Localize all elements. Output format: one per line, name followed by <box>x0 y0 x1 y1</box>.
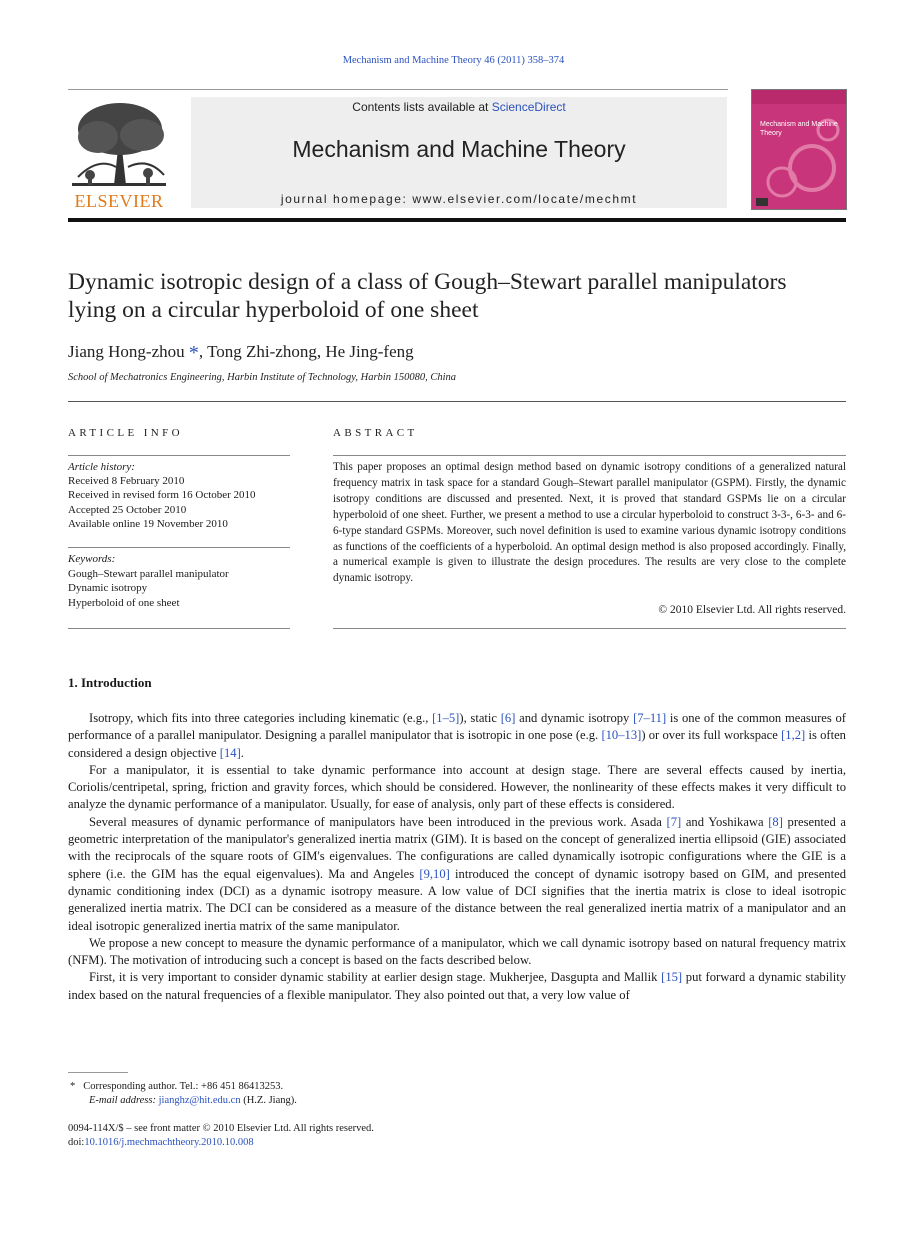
elsevier-wordmark: ELSEVIER <box>74 191 164 211</box>
journal-cover-image <box>751 89 847 210</box>
text-run: and Yoshikawa <box>681 814 769 829</box>
footnote-divider <box>68 1072 128 1073</box>
issn-line: 0094-114X/$ – see front matter © 2010 Elsevier Ltd. All rights reserved. <box>68 1123 374 1134</box>
text-run: Isotropy, which fits into three categories including kinematic (e.g., <box>89 711 433 725</box>
text-run: put forward a dynamic stability index based on the natural frequencies of a flexible manipulator. They also pointed out that, a very low value of <box>68 970 846 1002</box>
footnote-email <box>89 1095 297 1106</box>
footnote-star: * <box>70 1081 76 1092</box>
keywords-divider <box>68 547 290 548</box>
text-run: First, it is very important to consider dynamic stability at earlier design stage. Mukherjee, Dasgupta and Mallik <box>89 970 662 985</box>
text-run: is often considered a design objective <box>68 728 846 760</box>
article-history <box>68 460 290 531</box>
doi-line <box>68 1137 254 1148</box>
text-run: introduced the concept of dynamic isotropy based on GIM, and presented dynamic conditioning index (DCI) as a dynamic isotropy measure. A low value of DCI signifies that the inertia matrix is close to ideal isotropic generalized inertia matrix. The DCI can be considered as a measure of the distance between the real generalized inertia matrix of a manipulator and an ideal isotropic generalized inertia matrix of the same manipulator. <box>68 866 846 933</box>
abstract-bottom-rule <box>333 628 846 629</box>
abstract-text: This paper proposes an optimal design method based on dynamic isotropy conditions of a generalized natural frequency matrix in task space for a standard Gough–Stewart parallel manipulator (GSPM). Firstly, the dynamic isotropy conditions are discussed and presented. Next, it is proved that standard GSPMs lie on a circular hyperboloid of one sheet. Further, we present a method to use a circular hyperboloid to construct 3-3-, 6-3- and 6-6-type standard GSPMs. Moreover, such novel definition is used to examine various dynamic isotropy conditions as functions of the coefficients of a hyperboloid. An optimal design method is also proposed accordingly. Finally, a numerical example is given to illustrate the design procedures. The results are very close to the complete dynamic isotropy. <box>333 461 846 585</box>
article-title <box>68 268 858 324</box>
paragraph-4: We propose a new concept to measure the dynamic performance of a manipulator, which we call dynamic isotropy based on natural frequency matrix (NFM). The motivation of introducing such a concept is based on the facts described below. <box>68 935 846 968</box>
email-label: E-mail address: <box>89 1095 156 1106</box>
cover-title: Mechanism and Machine Theory <box>760 121 838 137</box>
article-info-divider <box>68 455 290 456</box>
banner-bottom-rule <box>68 218 846 222</box>
keyword-item: Dynamic isotropy <box>68 582 148 595</box>
text-run: is one of the common measures of performance of a parallel manipulator. Designing a parallel manipulator that is isotropic in one pose (e.g. <box>68 711 846 743</box>
abstract-divider <box>333 455 846 456</box>
footnote-text: Corresponding author. Tel.: +86 451 86413253. <box>83 1081 284 1092</box>
text-run: ), static <box>459 711 501 725</box>
affiliation: School of Mechatronics Engineering, Harbin Institute of Technology, Harbin 150080, China <box>68 372 456 383</box>
body-text <box>68 710 846 1004</box>
text-run: presented a geometric interpretation of the manipulator's generalized inertia matrix (GIM). It is based on the concept of generalized inertia ellipsoid (GIE) associated with the reciprocals of the square roots of GIM's eigenvalues. The configurations are called dynamically isotropic configurations where the GIE is a sphere (i.e. the GIM has the equal eigenvalues). Ma and Angeles <box>68 814 847 881</box>
citation-link[interactable]: [7–11] <box>633 711 667 725</box>
author-1: Jiang Hong-zhou <box>68 342 185 361</box>
citation-link[interactable]: [7] <box>666 814 682 829</box>
abstract-heading: ABSTRACT <box>333 427 418 439</box>
citation-link[interactable]: [15] <box>661 970 683 985</box>
section-heading-introduction: 1. Introduction <box>68 675 152 690</box>
email-link[interactable]: jianghz@hit.edu.cn <box>158 1095 241 1106</box>
title-line-2: lying on a circular hyperboloid of one sheet <box>68 297 479 323</box>
paragraph-3 <box>68 814 846 935</box>
article-info-heading: ARTICLE INFO <box>68 427 183 439</box>
sciencedirect-link[interactable]: ScienceDirect <box>491 100 566 114</box>
title-line-1: Dynamic isotropic design of a class of Gough–Stewart parallel manipulators <box>68 269 787 295</box>
history-label: Article history: <box>68 461 135 473</box>
history-revised: Received in revised form 16 October 2010 <box>68 489 256 502</box>
text-run: Several measures of dynamic performance of manipulators have been introduced in the previous work. Asada <box>89 814 667 829</box>
citation-link[interactable]: [9,10] <box>419 866 450 881</box>
header-divider <box>68 401 846 402</box>
history-accepted: Accepted 25 October 2010 <box>68 503 187 516</box>
other-authors: , Tong Zhi-zhong, He Jing-feng <box>198 342 414 361</box>
email-suffix: (H.Z. Jiang). <box>240 1095 297 1106</box>
history-received: Received 8 February 2010 <box>68 475 185 488</box>
journal-citation-link[interactable]: Mechanism and Machine Theory 46 (2011) 358–374 <box>342 55 565 66</box>
paragraph-2: For a manipulator, it is essential to take dynamic performance into account at design stage. There are several effects caused by inertia, Coriolis/centripetal, spring, friction and gravity forces, which should be considered. However, the nonlinearity of these effects makes it very difficult to analyze the dynamic performance of a manipulator. Usually, for ease of analysis, only part of these effects is considered. <box>68 762 846 812</box>
banner-top-divider <box>68 89 728 90</box>
citation-link[interactable]: [1,2] <box>781 728 806 743</box>
journal-homepage-link[interactable]: journal homepage: www.elsevier.com/locate/mechmt <box>280 192 638 206</box>
contents-prefix: Contents lists available at <box>352 100 492 114</box>
cover-gears-graphic <box>752 90 846 209</box>
corresponding-author-mark[interactable]: * <box>188 342 199 364</box>
paragraph-5 <box>68 969 846 1004</box>
text-run: . <box>240 745 244 760</box>
citation-link[interactable]: [6] <box>500 711 516 725</box>
citation-link[interactable]: [8] <box>768 814 783 829</box>
text-run: and dynamic isotropy <box>515 711 634 725</box>
doi-label: doi: <box>68 1137 85 1148</box>
citation-link[interactable]: [14] <box>219 745 241 760</box>
author-list <box>68 342 414 365</box>
keywords-label: Keywords: <box>68 553 116 565</box>
footnote-corresponding <box>70 1080 283 1095</box>
citation-link[interactable]: [10–13] <box>601 728 642 743</box>
contents-line <box>191 100 727 114</box>
keyword-item: Hyperboloid of one sheet <box>68 596 180 609</box>
keyword-item: Gough–Stewart parallel manipulator <box>68 567 229 580</box>
history-online: Available online 19 November 2010 <box>68 517 228 530</box>
doi-link[interactable]: 10.1016/j.mechmachtheory.2010.10.008 <box>84 1137 254 1148</box>
abstract-copyright: © 2010 Elsevier Ltd. All rights reserved. <box>658 604 846 616</box>
text-run: ) or over its full workspace <box>641 728 782 743</box>
article-info-bottom-rule <box>68 628 290 629</box>
citation-link[interactable]: [1–5] <box>432 711 460 725</box>
paragraph-1 <box>68 710 846 762</box>
journal-title: Mechanism and Machine Theory <box>292 136 626 162</box>
keywords <box>68 552 290 610</box>
